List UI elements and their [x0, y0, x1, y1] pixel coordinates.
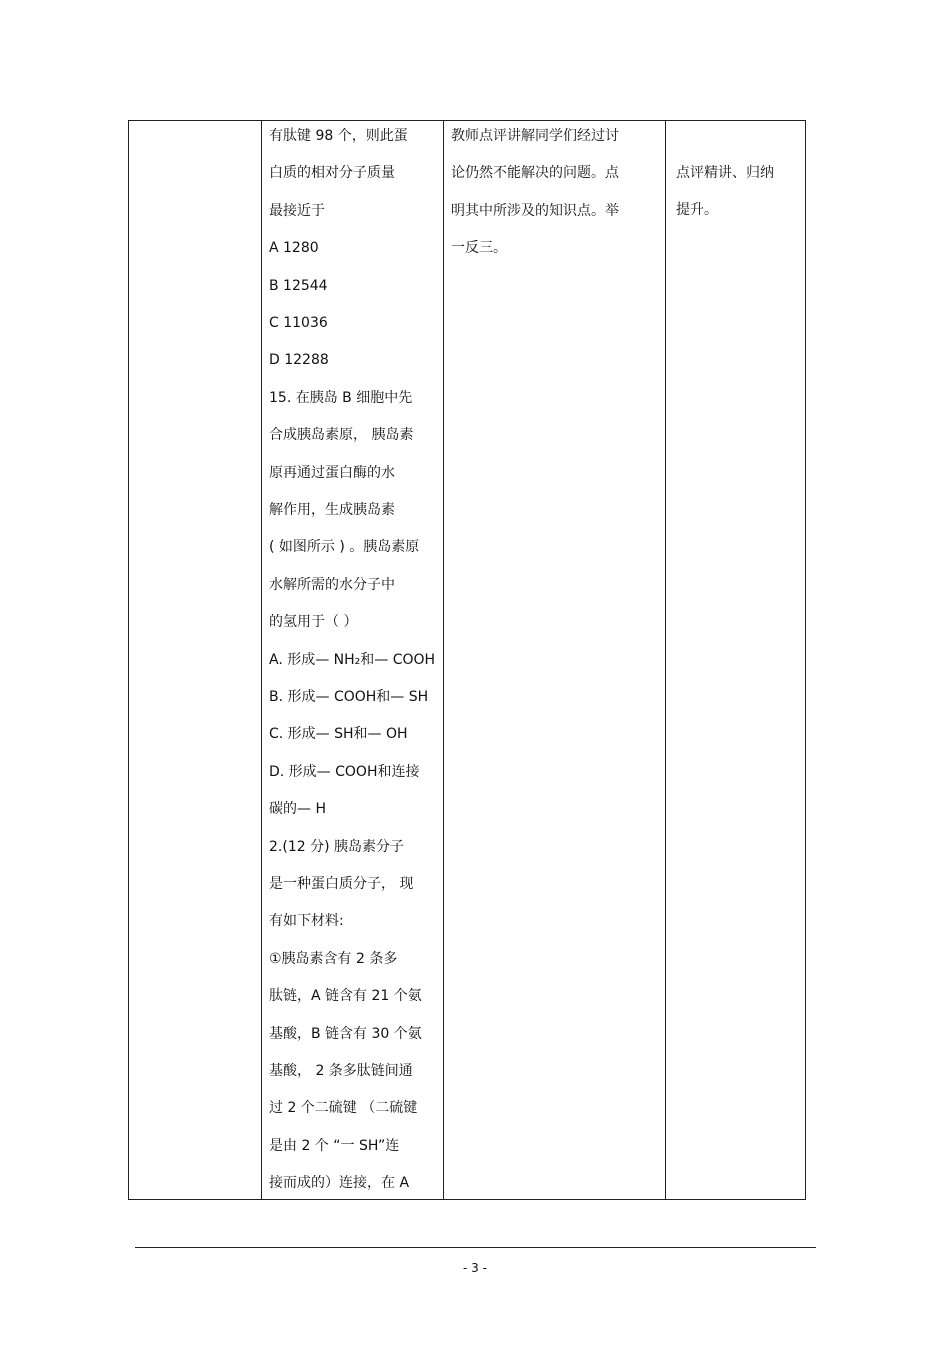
text-line: 有如下材料: — [269, 913, 344, 930]
text-line: 15. 在胰岛 B 细胞中先 — [269, 389, 413, 406]
text-line: A 1280 — [269, 240, 319, 257]
text-line: 是一种蛋白质分子， 现 — [269, 876, 414, 892]
text-line: 2.(12 分) 胰岛素分子 — [269, 838, 404, 855]
text-line: 合成胰岛素原， 胰岛素 — [269, 427, 414, 444]
text-line: 最接近于 — [269, 202, 325, 219]
text-line: 过 2 个二硫键 （二硫键 — [269, 1100, 418, 1117]
text-line: A. 形成— NH₂和— COOH — [269, 651, 436, 668]
text-line: 原再通过蛋白酶的水 — [269, 464, 395, 481]
text-line: 碳的— H — [269, 801, 326, 818]
text-line: 基酸， 2 条多肽链间通 — [269, 1063, 413, 1079]
text-line: 论仍然不能解决的问题。点 — [451, 165, 619, 182]
text-line: D 12288 — [269, 352, 329, 369]
text-line: B 12544 — [269, 277, 328, 294]
text-line: 肽链，A 链含有 21 个氨 — [269, 988, 422, 1005]
text-line: 明其中所涉及的知识点。举 — [451, 202, 619, 219]
text-line: 白质的相对分子质量 — [269, 165, 395, 182]
text-line: ( 如图所示 ) 。胰岛素原 — [269, 539, 420, 556]
text-line: 是由 2 个 “一 SH”连 — [269, 1137, 400, 1154]
text-line: 提升。 — [676, 202, 718, 219]
text-line: ①胰岛素含有 2 条多 — [269, 950, 398, 967]
text-line: C. 形成— SH和— OH — [269, 726, 408, 743]
text-line: 一反三。 — [451, 240, 507, 257]
text-line: 有肽键 98 个，则此蛋 — [269, 128, 408, 144]
lesson-table — [128, 120, 806, 1200]
text-line: C 11036 — [269, 315, 328, 331]
text-line: B. 形成— COOH和— SH — [269, 689, 429, 705]
column-divider — [443, 121, 444, 1199]
text-line: 解作用，生成胰岛素 — [269, 502, 395, 518]
page-number: - 3 - — [463, 1261, 487, 1275]
text-line: 的氢用于（ ） — [269, 614, 358, 631]
text-line: 教师点评讲解同学们经过讨 — [451, 128, 619, 144]
text-line: D. 形成— COOH和连接 — [269, 763, 420, 780]
text-line: 接而成的）连接，在 A — [269, 1175, 410, 1192]
text-line: 水解所需的水分子中 — [269, 576, 395, 593]
column-divider — [665, 121, 666, 1199]
text-line: 基酸，B 链含有 30 个氨 — [269, 1025, 422, 1042]
column-divider — [261, 121, 262, 1199]
text-line: 点评精讲、归纳 — [676, 165, 774, 181]
footer-rule — [135, 1247, 816, 1248]
